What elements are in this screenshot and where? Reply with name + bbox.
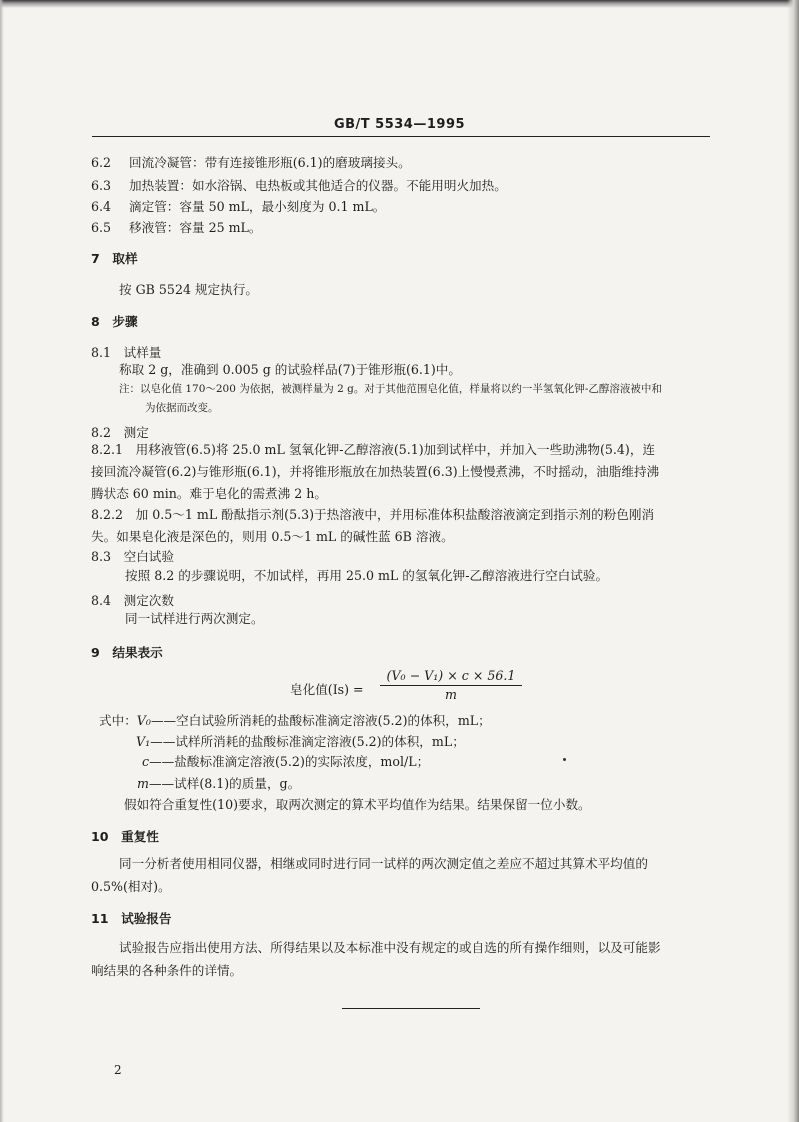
item-text: 滴定管：容量 50 mL，最小刻度为 0.1 mL。 — [129, 199, 386, 214]
section-8-3-title: 8.3 空白试验 — [91, 549, 174, 564]
section-8-3-text: 按照 8.2 的步骤说明，不加试样，再用 25.0 mL 的氢氧化钾-乙醇溶液进行空白试验。 — [125, 568, 609, 583]
where-prefix: 式中： — [99, 713, 137, 728]
section-8-2-2-line2: 失。如果皂化液是深色的，则用 0.5～1 mL 的碱性蓝 6B 溶液。 — [91, 529, 454, 544]
item-6-2 — [91, 154, 411, 171]
var-desc: ——试样所消耗的盐酸标准滴定溶液(5.2)的体积，mL； — [150, 734, 465, 749]
scan-edge-top — [0, 0, 799, 8]
section-11-line2: 响结果的各种条件的详情。 — [91, 963, 243, 978]
section-8-2-1-line3: 腾状态 60 min。难于皂化的需煮沸 2 h。 — [91, 486, 327, 501]
section-11-line1: 试验报告应指出使用方法、所得结果以及本标准中没有规定的或自选的所有操作细则，以及可能影 — [119, 940, 661, 955]
item-number: 6.2 — [91, 155, 112, 170]
section-7-title: 7 取样 — [91, 251, 138, 266]
item-6-5 — [91, 219, 262, 236]
var-desc: ——空白试验所消耗的盐酸标准滴定溶液(5.2)的体积，mL； — [150, 713, 491, 728]
section-8-1-note-line1: 注：以皂化值 170～200 为依据，被测样量为 2 g。对于其他范围皂化值，样量将以约一半氢氧化钾-乙醇溶液被中和 — [119, 383, 662, 395]
where-clause-c — [142, 753, 429, 770]
var-symbol: V₀ — [136, 713, 151, 728]
section-8-2-2-line1: 8.2.2 加 0.5～1 mL 酚酞指示剂(5.3)于热溶液中，并用标准体积盐酸溶液滴定到指示剂的粉色刚消 — [91, 507, 655, 522]
section-8-2-1-line2: 接回流冷凝管(6.2)与锥形瓶(6.1)，并将锥形瓶放在加热装置(6.3)上慢慢煮沸，不时摇动，油脂维持沸 — [91, 464, 660, 479]
scan-edge-right — [787, 0, 799, 1122]
where-clause-m — [137, 775, 300, 792]
section-8-4-title: 8.4 测定次数 — [91, 593, 174, 608]
where-clause-v1 — [136, 733, 465, 750]
var-symbol: c — [142, 754, 150, 769]
item-text: 移液管：容量 25 mL。 — [129, 220, 262, 235]
section-8-2-1-line1: 8.2.1 用移液管(6.5)将 25.0 mL 氢氧化钾-乙醇溶液(5.1)加到试样中，并加入一些助沸物(5.4)，连 — [91, 442, 656, 457]
section-11-title: 11 试验报告 — [91, 911, 172, 926]
item-6-3 — [91, 177, 507, 194]
item-6-4 — [91, 198, 385, 215]
var-desc: ——盐酸标准滴定溶液(5.2)的实际浓度，mol/L； — [149, 754, 430, 769]
fraction-bar — [380, 685, 522, 686]
standard-code-header: GB/T 5534—1995 — [333, 117, 466, 132]
section-8-1-title: 8.1 试样量 — [91, 345, 162, 360]
section-8-4-text: 同一试样进行两次测定。 — [125, 611, 264, 626]
section-8-2-title: 8.2 测定 — [91, 425, 149, 440]
section-7-text: 按 GB 5524 规定执行。 — [119, 282, 258, 297]
formula-denominator: m — [445, 687, 457, 702]
item-number: 6.3 — [91, 178, 112, 193]
item-number: 6.5 — [91, 220, 112, 235]
section-8-title: 8 步骤 — [91, 314, 138, 329]
section-10-line2: 0.5%(相对)。 — [91, 879, 171, 894]
var-desc: ——试样(8.1)的质量，g。 — [148, 776, 301, 791]
section-10-title: 10 重复性 — [91, 829, 159, 844]
where-clause-v0 — [99, 712, 491, 729]
section-9-conclusion: 假如符合重复性(10)要求，取两次测定的算术平均值作为结果。结果保留一位小数。 — [124, 797, 591, 812]
formula-fraction — [380, 668, 522, 702]
item-text: 回流冷凝管：带有连接锥形瓶(6.1)的磨玻璃接头。 — [129, 155, 411, 170]
section-10-line1: 同一分析者使用相同仪器，相继或同时进行同一试样的两次测定值之差应不超过其算术平均值的 — [119, 856, 648, 871]
section-9-title: 9 结果表示 — [91, 645, 163, 660]
section-8-1-note-line2: 为依据而改变。 — [145, 402, 219, 414]
var-symbol: m — [137, 776, 149, 791]
var-symbol: V₁ — [136, 734, 151, 749]
scan-edge-left — [0, 0, 4, 1122]
section-8-1-text: 称取 2 g，准确到 0.005 g 的试验样品(7)于锥形瓶(6.1)中。 — [119, 362, 461, 377]
formula-lhs: 皂化值(Is) = — [290, 682, 364, 697]
item-number: 6.4 — [91, 199, 112, 214]
formula-numerator: (V₀ − V₁) × c × 56.1 — [386, 668, 516, 683]
end-of-text-rule — [342, 1008, 480, 1009]
item-text: 加热装置：如水浴锅、电热板或其他适合的仪器。不能用明火加热。 — [129, 178, 507, 193]
scan-speck — [563, 758, 566, 761]
page-number: 2 — [114, 1063, 122, 1077]
header-rule — [92, 136, 710, 137]
